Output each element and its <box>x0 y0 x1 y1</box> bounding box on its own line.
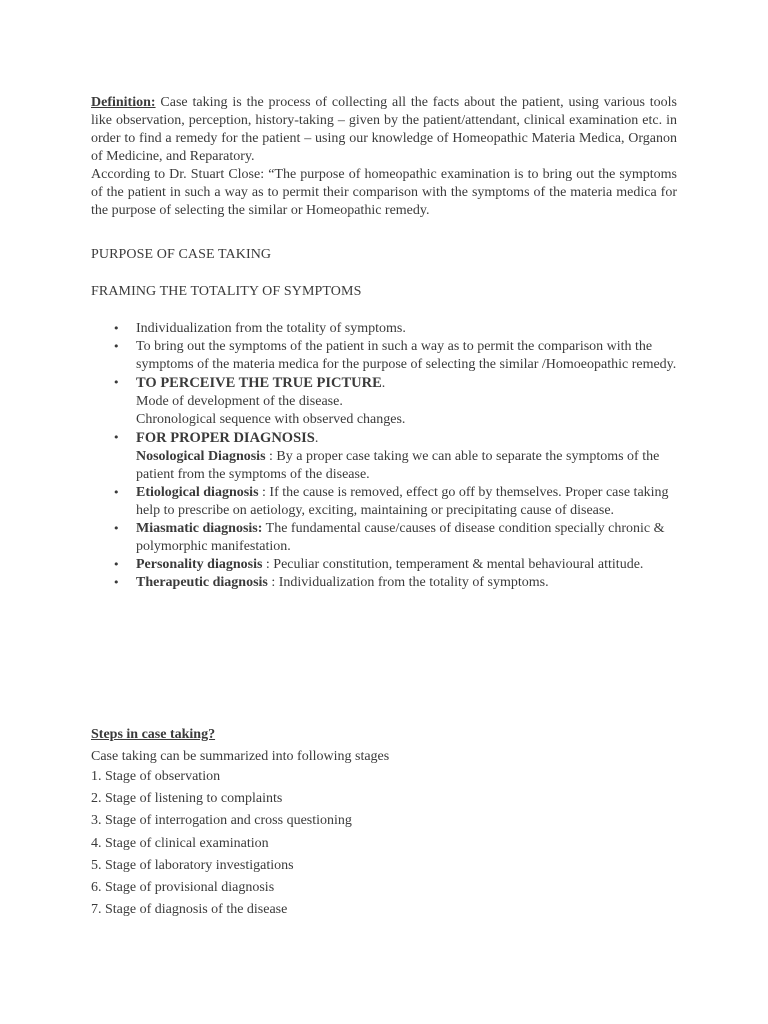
definition-label: Definition: <box>91 95 156 110</box>
stages-list <box>91 766 389 921</box>
list-item <box>91 520 691 556</box>
definition-text: Case taking is the process of collecting all the facts about the patient, using various tools like observation, perception, history-taking – given by the patient/attendant, clinical examination etc. in order to find a remedy for the patient – using our knowledge of Homeopathic Materia Medica, Organon of Medicine, and Reparatory. <box>91 95 677 164</box>
purpose-heading: PURPOSE OF CASE TAKING <box>91 247 272 262</box>
bullet-subline: Mode of development of the disease. <box>136 394 343 409</box>
steps-intro: Case taking can be summarized into following stages <box>91 749 390 764</box>
purpose-bullet-list <box>91 320 691 592</box>
list-item <box>91 556 691 574</box>
bullet-title-dot: . <box>381 376 386 391</box>
list-item <box>91 484 691 520</box>
bullet-title-dot: . <box>314 431 319 446</box>
definition-paragraph <box>91 94 677 166</box>
steps-heading: Steps in case taking? <box>91 727 216 742</box>
list-item: 1. Stage of observation <box>91 769 221 784</box>
stuart-close-quote: According to Dr. Stuart Close: “The purpose of homeopathic examination is to bring out the symptoms of the patient in such a way as to permit their comparison with the symptoms of the materia medica for the purpose of selecting the similar or Homeopathic remedy. <box>91 167 677 218</box>
definition-section <box>91 94 677 220</box>
bullet-subline: Chronological sequence with observed changes. <box>136 412 406 427</box>
bullet-label: Personality diagnosis <box>136 557 263 572</box>
bullet-label: Nosological Diagnosis <box>136 449 266 464</box>
list-item: 5. Stage of laboratory investigations <box>91 857 294 873</box>
bullet-label: Therapeutic diagnosis <box>136 575 268 590</box>
list-item: 3. Stage of interrogation and cross questioning <box>91 813 352 829</box>
bullet-text: : Peculiar constitution, temperament & mental behavioural attitude. <box>262 557 644 572</box>
bullet-text: Individualization from the totality of symptoms. <box>136 321 406 336</box>
list-item <box>91 429 691 484</box>
bullet-label: Miasmatic diagnosis: <box>136 521 263 536</box>
list-item <box>91 574 691 592</box>
bullet-text: : Individualization from the totality of symptoms. <box>267 575 549 590</box>
list-item: 6. Stage of provisional diagnosis <box>91 880 275 896</box>
bullet-text: To bring out the symptoms of the patient in such a way as to permit the comparison with the symptoms of the materia medica for the purpose of selecting the similar /Homoeopathic remedy. <box>136 339 677 372</box>
list-item <box>91 338 691 374</box>
steps-section <box>91 726 389 921</box>
bullet-text: : By a proper case taking we can able to separate the symptoms of the patient from the symptoms of the disease. <box>136 449 660 482</box>
list-item: 4. Stage of clinical examination <box>91 835 269 851</box>
bullet-text: : If the cause is removed, effect go off by themselves. Proper case taking help to prescribe on aetiology, exciting, maintaining or precipitating cause of disease. <box>136 485 669 518</box>
framing-heading: FRAMING THE TOTALITY OF SYMPTOMS <box>91 284 362 299</box>
bullet-title: FOR PROPER DIAGNOSIS <box>136 430 315 446</box>
list-item: 2. Stage of listening to complaints <box>91 791 283 807</box>
list-item <box>91 374 691 429</box>
bullet-text: The fundamental cause/causes of disease condition specially chronic & polymorphic manifestation. <box>136 521 665 554</box>
list-item <box>91 320 691 338</box>
bullet-label: Etiological diagnosis <box>136 485 259 500</box>
bullet-title: TO PERCEIVE THE TRUE PICTURE <box>136 375 382 391</box>
list-item: 7. Stage of diagnosis of the disease <box>91 902 288 918</box>
